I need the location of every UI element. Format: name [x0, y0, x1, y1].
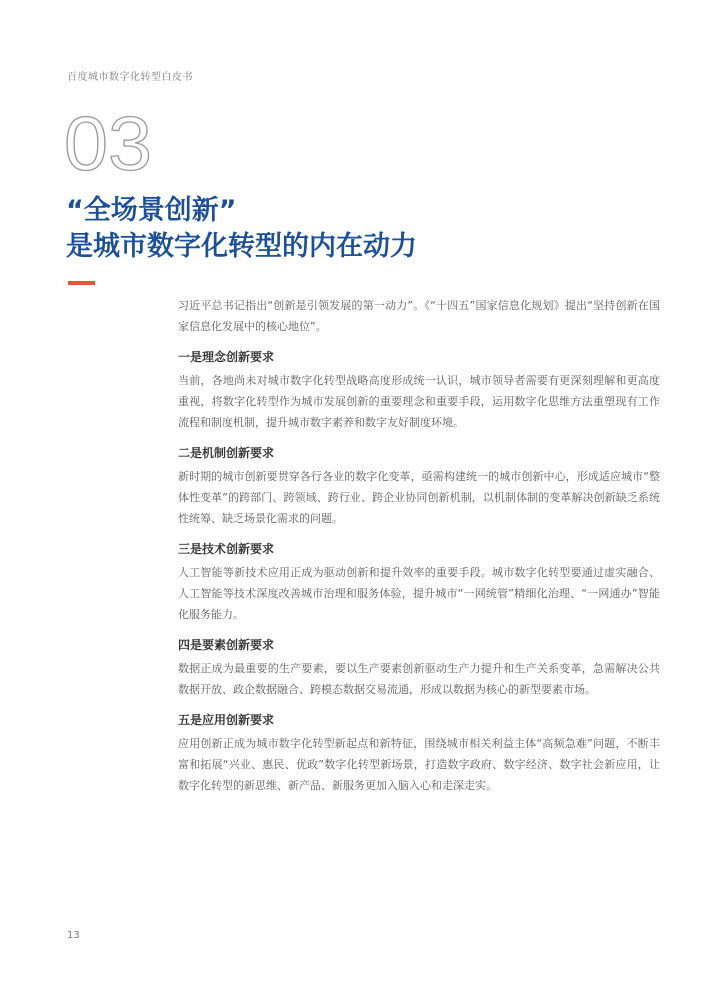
- section-body: 人工智能等新技术应用正成为驱动创新和提升效率的重要手段。城市数字化转型要通过虚实融合、人工智能等技术深度改善城市治理和服务体验，提升城市“一网统管”精细化治理、“一网通办”智能化服务能力。: [178, 566, 660, 621]
- section-title: 一是理念创新要求: [178, 350, 275, 364]
- section-body: 应用创新正成为城市数字化转型新起点和新特征，围绕城市相关利益主体“高频急难”问题，不断丰富和拓展“兴业、惠民、优政”数字化转型新场景，打造数字政府、数字经济、数字社会新应用，让数字化转型的新思维、新产品、新服务更加入脑入心和走深走实。: [178, 737, 660, 792]
- page-number: 13: [67, 930, 80, 941]
- section-title: 五是应用创新要求: [178, 713, 275, 727]
- accent-bar: [68, 281, 95, 285]
- chapter-number: [64, 106, 154, 178]
- section-5: [178, 710, 660, 796]
- section-1: [178, 347, 660, 433]
- section-2: [178, 443, 660, 529]
- section-body: 数据正成为最重要的生产要素，要以生产要素创新驱动生产力提升和生产关系变革，急需解决公共数据开放、政企数据融合、跨模态数据交易流通，形成以数据为核心的新型要素市场。: [178, 662, 660, 696]
- chapter-number-text: 03: [64, 106, 152, 178]
- section-body: 新时期的城市创新要贯穿各行各业的数字化变革，亟需构建统一的城市创新中心，形成适应城市“整体性变革”的跨部门、跨领域、跨行业、跨企业协同创新机制，以机制体制的变革解决创新缺乏系统性统筹、缺乏场景化需求的问题。: [178, 470, 660, 525]
- section-title: 三是技术创新要求: [178, 542, 275, 556]
- chapter-headline: [66, 193, 417, 265]
- section-title: 二是机制创新要求: [178, 446, 275, 460]
- headline-line-1: “全场景创新”: [66, 195, 237, 226]
- main-content: [178, 295, 660, 796]
- document-header-title: 百度城市数字化转型白皮书: [67, 72, 193, 83]
- headline-line-2: 是城市数字化转型的内在动力: [66, 231, 417, 262]
- chapter-number-graphic: [64, 106, 154, 178]
- section-4: [178, 635, 660, 700]
- intro-paragraph: 习近平总书记指出“创新是引领发展的第一动力”。《“十四五”国家信息化规划》提出“坚持创新在国家信息化发展中的核心地位”。: [178, 299, 660, 333]
- section-title: 四是要素创新要求: [178, 638, 275, 652]
- section-body: 当前，各地尚未对城市数字化转型战略高度形成统一认识，城市领导者需要有更深刻理解和更高度重视，将数字化转型作为城市发展创新的重要理念和重要手段，运用数字化思维方法重塑现有工作流程和制度机制，提升城市数字素养和数字友好制度环境。: [178, 374, 660, 429]
- section-3: [178, 539, 660, 625]
